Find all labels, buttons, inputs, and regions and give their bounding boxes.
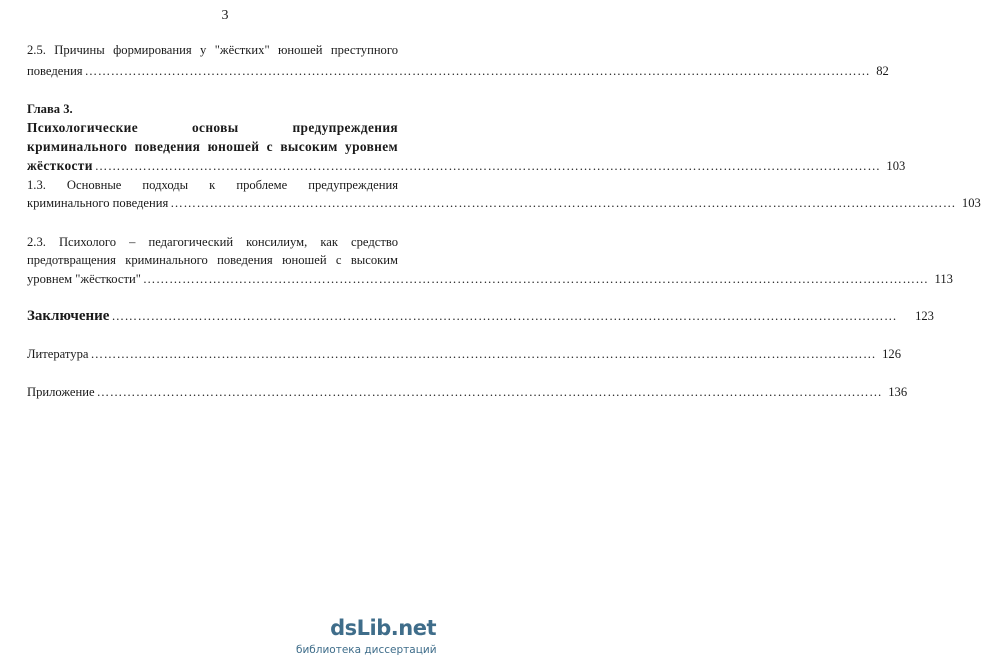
- toc-entry-2-5-line-1: 2.5. Причины формирования у "жёстких" юношей преступного: [27, 43, 398, 57]
- toc-entry-2-5-line-2: [27, 63, 889, 80]
- chapter-3-title-line-3: [27, 157, 906, 175]
- toc-entry-1-3-label: криминального поведения: [27, 196, 169, 210]
- toc-literature-page: 126: [882, 347, 901, 361]
- dot-leader: ………………………………………………………………………………………………………………………………………………………………: [142, 272, 929, 286]
- toc-literature-label: Литература: [27, 347, 89, 361]
- dot-leader: ………………………………………………………………………………………………………………………………………………………………: [90, 347, 877, 361]
- chapter-3-label: Глава 3.: [27, 102, 73, 116]
- toc-entry-conclusion: [27, 308, 934, 325]
- toc-appendix-page: 136: [888, 385, 908, 399]
- toc-entry-literature: [27, 346, 901, 363]
- chapter-3-title-line-2: криминального поведения юношей с высоким уровнем: [27, 139, 398, 154]
- dot-leader: ………………………………………………………………………………………………………………………………………………………………: [96, 385, 883, 399]
- watermark: [296, 616, 437, 660]
- toc-entry-2-3-label: уровнем "жёсткости": [27, 272, 141, 286]
- toc-entry-2-3-line-1: 2.3. Психолого – педагогический консилиум, как средство: [27, 235, 398, 249]
- toc-conclusion-page: 123: [915, 309, 934, 323]
- toc-entry-2-3-page: 113: [934, 272, 953, 286]
- chapter-3-title-line-1: Психологические основы предупреждения: [27, 120, 398, 135]
- watermark-caption: библиотека диссертаций: [296, 644, 437, 656]
- toc-entry-1-3-page: 103: [961, 196, 981, 210]
- toc-entry-1-3-line-1: 1.3. Основные подходы к проблеме предупреждения: [27, 178, 398, 192]
- toc-entry-1-3-line-2: [27, 195, 981, 212]
- watermark-logo: dsLib.net: [330, 616, 436, 640]
- dot-leader: ………………………………………………………………………………………………………………………………………………………………: [111, 309, 898, 323]
- dot-leader: ………………………………………………………………………………………………………………………………………………………………: [170, 196, 956, 210]
- page-number: 3: [221, 8, 229, 23]
- chapter-3-title-end: жёсткости: [27, 158, 93, 173]
- chapter-3-page: 103: [886, 159, 906, 173]
- toc-entry-2-5-label: поведения: [27, 64, 83, 78]
- dot-leader: ………………………………………………………………………………………………………………………………………………………………: [84, 64, 871, 78]
- toc-entry-2-3-line-3: [27, 271, 953, 288]
- dot-leader: ………………………………………………………………………………………………………………………………………………………………: [94, 159, 881, 173]
- toc-conclusion-label: Заключение: [27, 308, 110, 324]
- toc-entry-2-5-page: 82: [876, 64, 889, 78]
- toc-appendix-label: Приложение: [27, 385, 95, 399]
- toc-entry-appendix: [27, 384, 908, 401]
- toc-entry-2-3-line-2: предотвращения криминального поведения юношей с высоким: [27, 253, 398, 267]
